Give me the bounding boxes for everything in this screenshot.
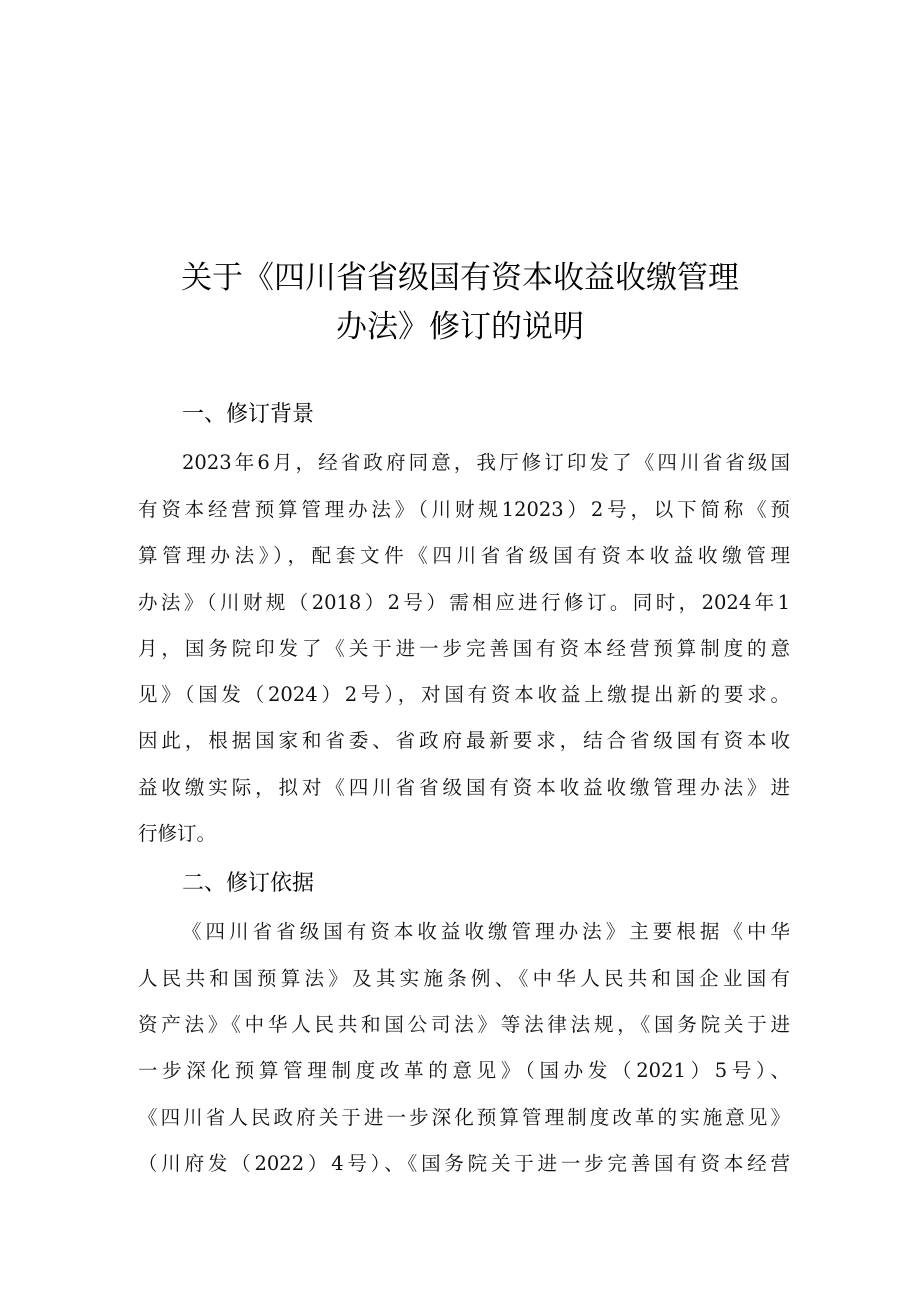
paragraph-line: 《四川省人民政府关于进一步深化预算管理制度改革的实施意见》 bbox=[138, 1106, 790, 1129]
paragraph-line: 行修订。 bbox=[138, 822, 217, 845]
paragraph-line: 办法》（川财规（2018）2号）需相应进行修订。同时，2024年1 bbox=[138, 591, 790, 614]
paragraph-line: 见》（国发（2024）2号），对国有资本收益上缴提出新的要求。 bbox=[138, 683, 790, 706]
paragraph-line: 人民共和国预算法》及其实施条例、《中华人民共和国企业国有 bbox=[138, 967, 790, 990]
paragraph-line: 益收缴实际，拟对《四川省省级国有资本收益收缴管理办法》进 bbox=[138, 776, 790, 799]
paragraph-line: 资产法》《中华人民共和国公司法》等法律法规，《国务院关于进 bbox=[138, 1013, 790, 1036]
paragraph-line: （川府发（2022）4号）、《国务院关于进一步完善国有资本经营 bbox=[138, 1152, 790, 1175]
document-title-line-2: 办法》修订的说明 bbox=[336, 309, 584, 345]
paragraph-line: 月，国务院印发了《关于进一步完善国有资本经营预算制度的意 bbox=[138, 637, 790, 660]
document-title-line-1: 关于《四川省省级国有资本收益收缴管理 bbox=[181, 260, 739, 296]
paragraph-line: 有资本经营预算管理办法》（川财规12023）2号，以下简称《预 bbox=[138, 498, 790, 521]
paragraph-line: 算管理办法》），配套文件《四川省省级国有资本收益收缴管理 bbox=[138, 544, 790, 567]
paragraph-line: 因此，根据国家和省委、省政府最新要求，结合省级国有资本收 bbox=[138, 729, 790, 752]
paragraph-line: 2023年6月，经省政府同意，我厅修订印发了《四川省省级国 bbox=[182, 451, 790, 474]
section-heading-background: 一、修订背景 bbox=[182, 402, 315, 427]
section-heading-basis: 二、修订依据 bbox=[182, 871, 315, 896]
paragraph-line: 一步深化预算管理制度改革的意见》（国办发（2021）5号）、 bbox=[138, 1059, 790, 1082]
paragraph-line: 《四川省省级国有资本收益收缴管理办法》主要根据《中华 bbox=[182, 920, 790, 943]
